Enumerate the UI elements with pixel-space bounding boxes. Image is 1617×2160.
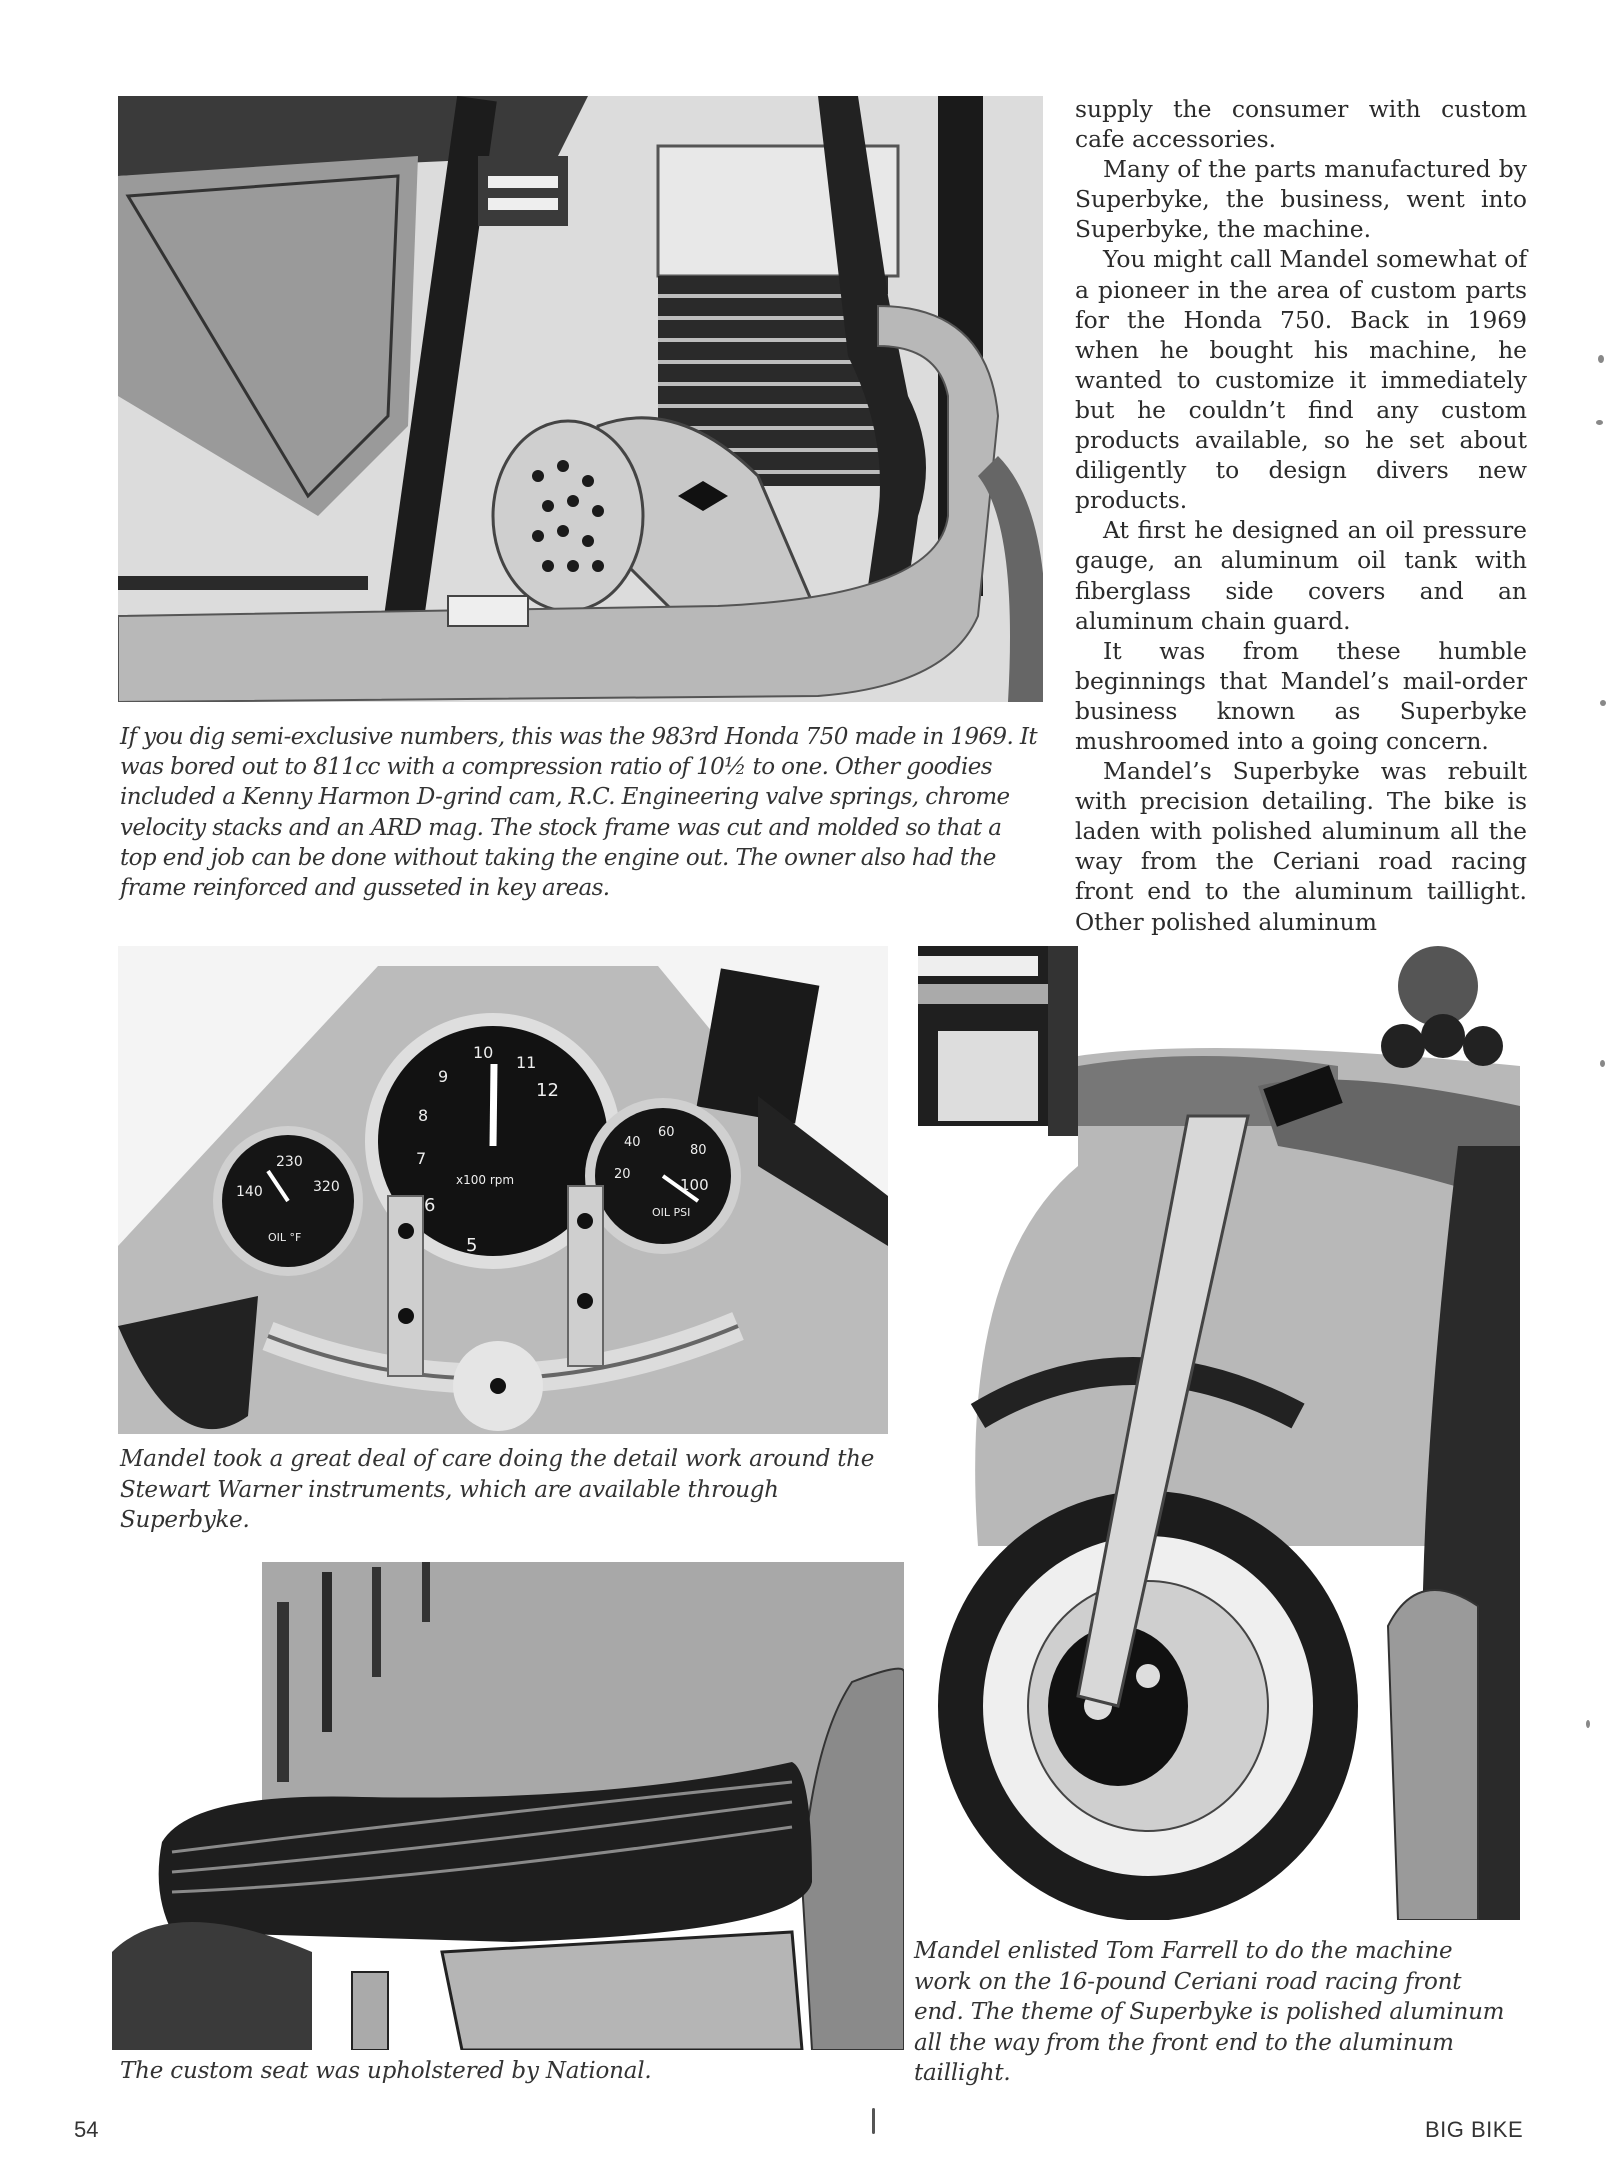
page-number: 54 (74, 2117, 99, 2142)
magazine-title: BIG BIKE (1425, 2117, 1524, 2142)
oil-psi-label: 20 (614, 1167, 631, 1182)
oil-psi-label: 60 (658, 1125, 675, 1140)
tach-label: 7 (416, 1149, 427, 1168)
oil-psi-label: 80 (690, 1143, 707, 1158)
print-speck (1586, 1720, 1590, 1728)
print-speck (1596, 420, 1603, 425)
oil-psi-label: 100 (680, 1176, 709, 1194)
article-paragraph: It was from these humble beginnings that Mandel’s mail-order business known as Superbyke mushroomed into a going concern. (1075, 636, 1527, 755)
tach-label: 10 (473, 1043, 494, 1062)
article-paragraph: Many of the parts manufactured by Superbyke, the business, went into Superbyke, the machine. (1075, 155, 1527, 244)
print-speck (872, 2108, 875, 2134)
seat-photo-graphic (112, 1552, 904, 2050)
print-speck (1598, 355, 1604, 363)
front-end-photo-caption: Mandel enlisted Tom Farrell to do the machine work on the 16-pound Ceriani road racing front end. The theme of Superbyke is polished aluminum all the way from the front end to the aluminum taillight. (914, 1938, 1505, 2086)
front-end-photo-graphic (918, 946, 1520, 1920)
oil-temp-label: 140 (236, 1184, 263, 1200)
engine-photo-graphic (118, 96, 1043, 702)
oil-temp-label: 230 (276, 1154, 303, 1170)
oil-psi-title: OIL PSI (652, 1206, 691, 1219)
tach-label: 6 (424, 1195, 436, 1216)
tach-unit-label: x100 rpm (456, 1173, 515, 1187)
engine-photo-caption: If you dig semi-exclusive numbers, this was the 983rd Honda 750 made in 1969. It was bored out to 811cc with a compression ratio of 10½ to one. Other goodies included a Kenny Harmon D-grind cam, R.C. Engineering valve springs, chrome velocity stacks and an ARD mag. The stock frame was cut and molded so that a top end job can be done without taking the engine out. The owner also had the frame reinforced and gusseted in key areas. (120, 724, 1037, 902)
engine-photo (118, 96, 1043, 702)
instruments-photo (118, 946, 888, 1434)
oil-psi-label: 40 (624, 1135, 641, 1150)
seat-photo (112, 1552, 904, 2050)
seat-photo-caption: The custom seat was upholstered by National. (120, 2058, 652, 2084)
article-paragraph: supply the consumer with custom cafe accessories. (1075, 95, 1527, 154)
article-body (1075, 94, 1527, 937)
front-end-photo (918, 946, 1520, 1920)
print-speck (1600, 1060, 1605, 1067)
oil-temp-title: OIL °F (268, 1231, 302, 1244)
oil-temp-label: 320 (313, 1179, 340, 1195)
tach-label: 9 (438, 1067, 449, 1086)
instruments-photo-caption: Mandel took a great deal of care doing the detail work around the Stewart Warner instruments, which are available through Superbyke. (120, 1446, 874, 1533)
article-paragraph: At first he designed an oil pressure gauge, an aluminum oil tank with fiberglass side covers and an aluminum chain guard. (1075, 516, 1527, 635)
print-speck (1600, 700, 1606, 706)
article-paragraph: Mandel’s Superbyke was rebuilt with precision detailing. The bike is laden with polished aluminum all the way from the Ceriani road racing front end to the aluminum taillight. Other polished aluminum (1075, 757, 1527, 936)
oil-pressure-gauge (585, 1098, 741, 1254)
instruments-photo-graphic (118, 946, 888, 1434)
tach-label: 11 (516, 1053, 537, 1072)
oil-temp-gauge (213, 1126, 363, 1276)
tach-label: 5 (466, 1235, 478, 1256)
tach-label: 12 (536, 1080, 559, 1101)
tach-label: 8 (418, 1106, 429, 1125)
article-paragraph: You might call Mandel somewhat of a pioneer in the area of custom parts for the Honda 750. Back in 1969 when he bought his machine, he wanted to customize it immediately but he couldn’t find any custom products available, so he set about diligently to design divers new products. (1075, 245, 1527, 515)
